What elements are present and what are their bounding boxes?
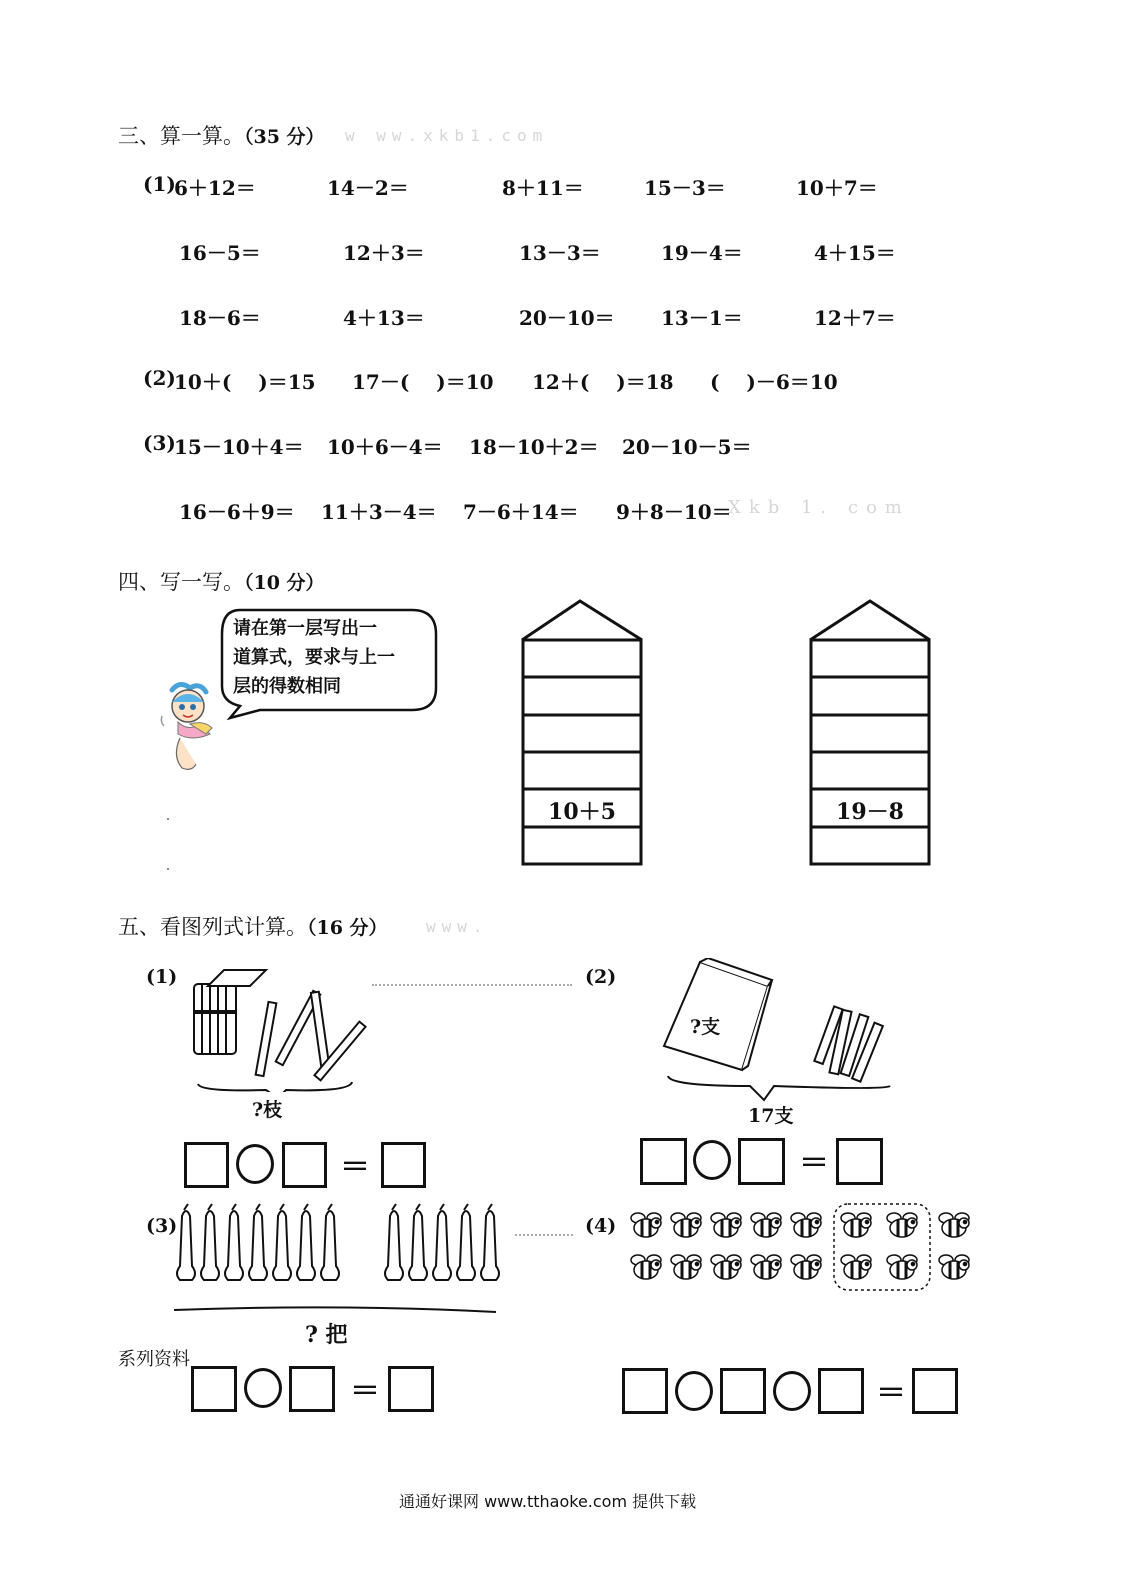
math-problem: 12＋7＝ bbox=[814, 306, 896, 330]
section-5-score: （16 分） bbox=[307, 917, 388, 939]
bee-icon bbox=[671, 1255, 701, 1279]
brush-icon bbox=[273, 1204, 291, 1280]
brush-icon bbox=[409, 1204, 427, 1280]
answer-box[interactable] bbox=[622, 1368, 668, 1414]
math-problem: 4＋15＝ bbox=[814, 241, 896, 265]
equals-sign: ＝ bbox=[876, 1376, 906, 1411]
math-problem: 6＋12＝ bbox=[174, 176, 256, 200]
math-problem: ( )－6＝10 bbox=[710, 370, 838, 394]
math-problem: 7－6＋14＝ bbox=[463, 500, 579, 524]
part-3-label: (3) bbox=[143, 431, 176, 455]
section-4-title: 四、写一写。 bbox=[118, 570, 244, 594]
section-4-score: （10 分） bbox=[244, 572, 325, 594]
brush-icon bbox=[481, 1204, 499, 1280]
operator-circle[interactable] bbox=[236, 1144, 274, 1184]
result-box[interactable] bbox=[836, 1138, 883, 1185]
operator-circle[interactable] bbox=[244, 1368, 282, 1408]
math-problem: 20－10－5＝ bbox=[622, 435, 752, 459]
problem-2-caption: 17支 bbox=[748, 1105, 794, 1127]
math-problem: 18－10＋2＝ bbox=[469, 435, 599, 459]
problem-3-caption: ? 把 bbox=[305, 1322, 348, 1348]
bee-icon bbox=[791, 1213, 821, 1237]
brush-icon bbox=[433, 1204, 451, 1280]
answer-box[interactable] bbox=[738, 1138, 785, 1185]
equals-sign: ＝ bbox=[340, 1150, 370, 1185]
math-problem: 8＋11＝ bbox=[502, 176, 584, 200]
math-problem: 12＋3＝ bbox=[343, 241, 425, 265]
math-problem: 16－6＋9＝ bbox=[179, 500, 295, 524]
dotted-line bbox=[372, 984, 572, 986]
bee-icon bbox=[751, 1255, 781, 1279]
house-1-floor-expression: 10＋5 bbox=[548, 799, 616, 825]
answer-box[interactable] bbox=[184, 1142, 229, 1188]
math-problem: 9＋8－10＝ bbox=[616, 500, 732, 524]
problem-3-label: (3) bbox=[146, 1215, 178, 1237]
equals-sign: ＝ bbox=[799, 1146, 829, 1181]
bee-icon bbox=[631, 1255, 661, 1279]
dot-mark bbox=[167, 868, 169, 870]
answer-box[interactable] bbox=[720, 1368, 766, 1414]
house-1 bbox=[518, 598, 646, 868]
answer-box[interactable] bbox=[640, 1138, 687, 1185]
bee-icon bbox=[939, 1213, 969, 1237]
section-4-heading bbox=[118, 566, 325, 596]
math-problem: 13－1＝ bbox=[661, 306, 743, 330]
brush-icon bbox=[297, 1204, 315, 1280]
result-box[interactable] bbox=[381, 1142, 426, 1188]
watermark: Xkb 1. com bbox=[728, 497, 910, 518]
brush-icon bbox=[385, 1204, 403, 1280]
brush-icon bbox=[249, 1204, 267, 1280]
brush-icon bbox=[457, 1204, 475, 1280]
bees-image bbox=[624, 1200, 984, 1296]
section-5-title: 五、看图列式计算。 bbox=[118, 915, 307, 939]
problem-4-label: (4) bbox=[585, 1215, 617, 1237]
math-problem: 15－3＝ bbox=[644, 176, 726, 200]
math-problem: 18－6＝ bbox=[179, 306, 261, 330]
brush-icon bbox=[321, 1204, 339, 1280]
section-5-heading bbox=[118, 911, 388, 941]
bee-icon bbox=[711, 1213, 741, 1237]
problem-1-caption: ?枝 bbox=[252, 1099, 283, 1121]
footer-text: 通通好课网 www.tthaoke.com 提供下载 bbox=[399, 1492, 697, 1511]
watermark: w ww.xkb1.com bbox=[345, 126, 549, 145]
math-problem: 15－10＋4＝ bbox=[174, 435, 304, 459]
math-problem: 4＋13＝ bbox=[343, 306, 425, 330]
brush-icon bbox=[225, 1204, 243, 1280]
pencil-bundle-image bbox=[186, 962, 376, 1092]
bubble-line: 请在第一层写出一 bbox=[233, 618, 377, 639]
math-problem: 10＋6－4＝ bbox=[327, 435, 443, 459]
math-problem: 12＋( )＝18 bbox=[532, 370, 674, 394]
brushes-image bbox=[170, 1200, 510, 1320]
answer-box[interactable] bbox=[818, 1368, 864, 1414]
bee-icon bbox=[671, 1213, 701, 1237]
section-3-score: （35 分） bbox=[244, 126, 325, 148]
bee-icon bbox=[887, 1213, 917, 1237]
math-problem: 17－( )＝10 bbox=[352, 370, 494, 394]
equals-sign: ＝ bbox=[350, 1374, 380, 1409]
answer-box[interactable] bbox=[282, 1142, 327, 1188]
math-problem: 10＋7＝ bbox=[796, 176, 878, 200]
pen-box-label: ?支 bbox=[690, 1016, 721, 1038]
problem-2-label: (2) bbox=[585, 966, 617, 988]
speech-bubble-text bbox=[233, 614, 395, 701]
operator-circle[interactable] bbox=[693, 1140, 731, 1180]
problem-1-label: (1) bbox=[146, 966, 178, 988]
math-problem: 10＋( )＝15 bbox=[174, 370, 316, 394]
math-problem: 20－10＝ bbox=[519, 306, 615, 330]
dot-mark bbox=[167, 818, 169, 820]
watermark: www. bbox=[426, 917, 489, 936]
house-2-floor-expression: 19－8 bbox=[836, 799, 904, 825]
bee-icon bbox=[887, 1255, 917, 1279]
bee-icon bbox=[751, 1213, 781, 1237]
math-problem: 19－4＝ bbox=[661, 241, 743, 265]
bee-icon bbox=[711, 1255, 741, 1279]
bee-icon bbox=[939, 1255, 969, 1279]
cartoon-girl-image bbox=[150, 680, 230, 776]
operator-circle[interactable] bbox=[675, 1371, 713, 1411]
bee-icon bbox=[841, 1213, 871, 1237]
brush-icon bbox=[177, 1204, 195, 1280]
result-box[interactable] bbox=[912, 1368, 958, 1414]
bee-icon bbox=[791, 1255, 821, 1279]
side-note: 系列资料 bbox=[118, 1349, 190, 1370]
answer-box[interactable] bbox=[191, 1366, 237, 1412]
math-problem: 14－2＝ bbox=[327, 176, 409, 200]
operator-circle[interactable] bbox=[773, 1371, 811, 1411]
part-1-label: (1) bbox=[143, 172, 176, 196]
house-2 bbox=[806, 598, 934, 868]
part-2-label: (2) bbox=[143, 366, 176, 390]
math-problem: 11＋3－4＝ bbox=[321, 500, 437, 524]
math-problem: 13－3＝ bbox=[519, 241, 601, 265]
bubble-line: 层的得数相同 bbox=[233, 676, 341, 697]
bee-icon bbox=[631, 1213, 661, 1237]
result-box[interactable] bbox=[388, 1366, 434, 1412]
bubble-line: 道算式，要求与上一 bbox=[233, 647, 395, 668]
bee-icon bbox=[841, 1255, 871, 1279]
answer-box[interactable] bbox=[289, 1366, 335, 1412]
section-3-heading bbox=[118, 120, 325, 150]
section-3-title: 三、算一算。 bbox=[118, 124, 244, 148]
math-problem: 16－5＝ bbox=[179, 241, 261, 265]
brush-icon bbox=[201, 1204, 219, 1280]
dotted-line bbox=[515, 1234, 573, 1236]
